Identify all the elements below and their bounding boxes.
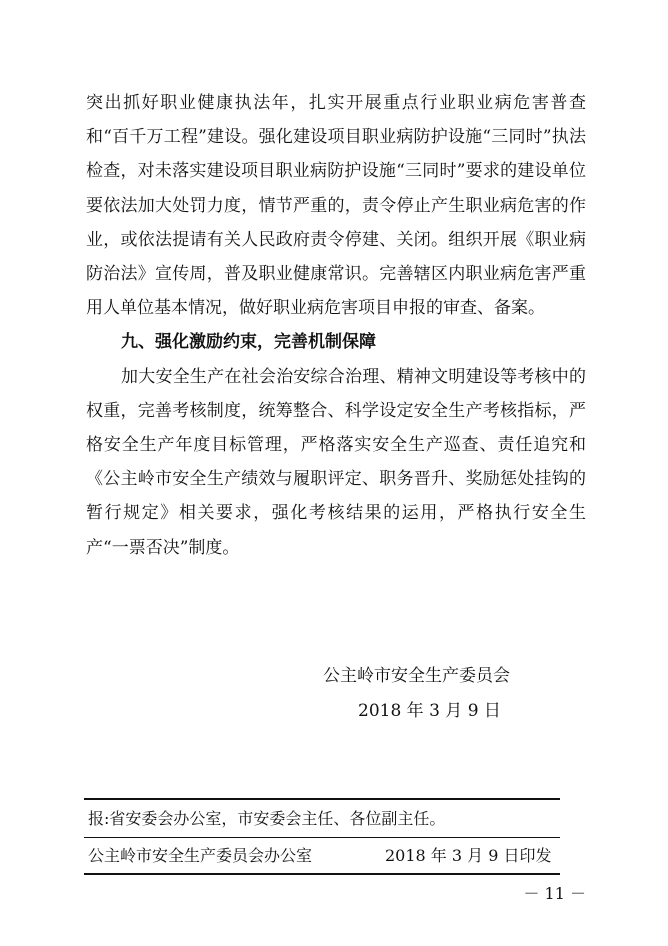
distribution-list: 报:省安委会办公室，市安委会主任、各位副主任。 <box>88 809 446 828</box>
issuing-office: 公主岭市安全生产委员会办公室 <box>88 846 313 865</box>
document-body <box>86 86 586 565</box>
footer-bottom-rule <box>84 873 560 875</box>
section-heading: 九、强化激励约束，完善机制保障 <box>121 332 376 353</box>
body-paragraph-continued: 突出抓好职业健康执法年，扎实开展重点行业职业病危害普查和“百千万工程”建设。强化建设项目职业病防护设施“三同时”执法检查，对未落实建设项目职业病防护设施“三同时”要求的建设单位要依法加大处罚力度，情节严重的，责令停止产生职业病危害的作业，或依法提请有关人民政府责令停建、关闭。组织开展《职业病防治法》宣传周，普及职业健康常识。完善辖区内职业病危害严重用人单位基本情况，做好职业病危害项目申报的审查、备案。 <box>86 93 586 319</box>
footer-top-rule <box>84 798 560 800</box>
page-number: － 11 － <box>523 884 586 903</box>
signature-organization: 公主岭市安全生产委员会 <box>323 666 510 686</box>
body-paragraph: 加大安全生产在社会治安综合治理、精神文明建设等考核中的权重，完善考核制度，统筹整合、科学设定安全生产考核指标，严格安全生产年度目标管理，严格落实安全生产巡查、责任追究和《公主岭市安全生产绩效与履职评定、职务晋升、奖励惩处挂钩的暂行规定》相关要求，强化考核结果的运用，严格执行安全生产“一票否决”制度。 <box>86 366 586 558</box>
signature-date: 2018 年 3 月 9 日 <box>358 701 501 721</box>
issue-date: 2018 年 3 月 9 日印发 <box>385 846 552 865</box>
footer-middle-rule <box>84 837 560 838</box>
